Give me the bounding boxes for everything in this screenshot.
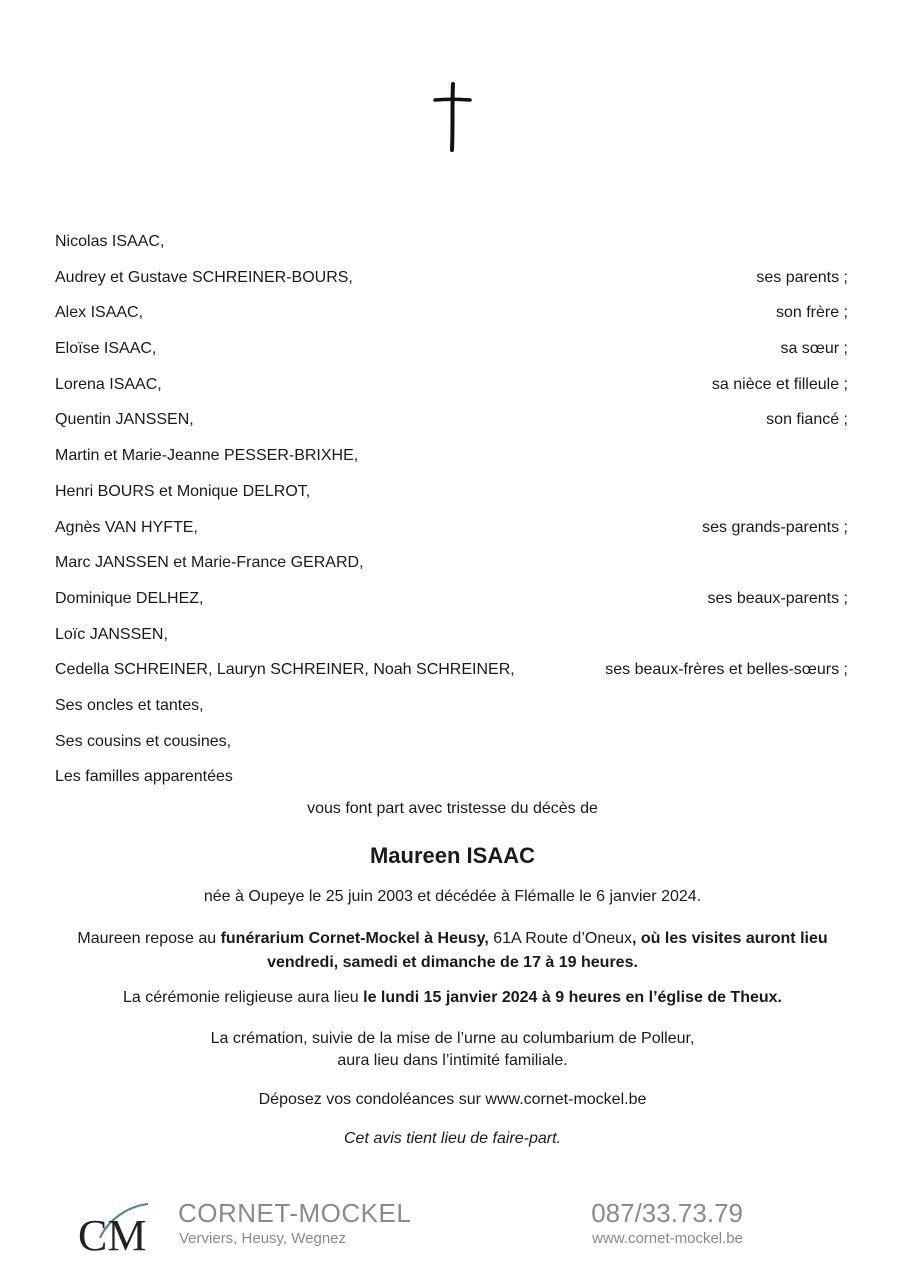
mourner-name: Nicolas ISAAC,: [55, 233, 165, 250]
mourner-name: Marc JANSSEN et Marie-France GERARD,: [55, 554, 364, 572]
mourner-name: Henri BOURS et Monique DELROT,: [55, 482, 311, 500]
mourners-list: [55, 224, 848, 795]
mourner-relation: sa nièce et filleule ;: [711, 375, 848, 393]
mourner-row: [55, 224, 848, 260]
mourner-row: [55, 474, 848, 510]
mourner-name: Martin et Marie-Jeanne PESSER-BRIXHE,: [55, 447, 359, 465]
phone-number: 087/33.73.79: [591, 1198, 743, 1228]
mourner-row: [55, 688, 848, 724]
mourner-name: Ses oncles et tantes,: [55, 696, 204, 714]
mourner-name: Quentin JANSSEN,: [55, 411, 194, 429]
brand-locations: Verviers, Heusy, Wegnez: [179, 1230, 347, 1247]
website-link[interactable]: www.cornet-mockel.be: [592, 1230, 743, 1247]
mourner-row: [55, 295, 848, 331]
mourner-row: [55, 367, 848, 403]
mourner-relation: ses parents ;: [756, 268, 848, 286]
mourner-row: [55, 438, 848, 474]
mourner-name: Les familles apparentées: [55, 768, 233, 786]
mourner-relation: sa sœur ;: [780, 340, 848, 358]
mourner-row: [55, 724, 848, 760]
cornet-mockel-logo: [78, 1198, 158, 1264]
brand-name: CORNET-MOCKEL: [178, 1198, 412, 1228]
condolences-text: Déposez vos condoléances sur www.cornet-mockel.be: [258, 1091, 647, 1108]
repose-text: Maureen repose au funérarium Cornet-Mockel à Heusy, 61A Route d’Oneux, où les visites auront lieu vendredi, samedi et dimanche de 17 à 19 heures.: [77, 930, 828, 971]
mourner-relation: son frère ;: [775, 304, 848, 322]
mourner-row: [55, 652, 848, 688]
mourner-row: [55, 617, 848, 653]
mourner-name: Alex ISAAC,: [55, 304, 144, 322]
mourner-name: Dominique DELHEZ,: [55, 589, 204, 607]
mourner-name: Cedella SCHREINER, Lauryn SCHREINER, Noah SCHREINER,: [55, 661, 515, 679]
cross-icon: [432, 82, 472, 152]
intro-text: vous font part avec tristesse du décès de: [307, 800, 598, 817]
mourner-name: Lorena ISAAC,: [55, 375, 162, 393]
mourner-row: [55, 331, 848, 367]
mourner-relation: son fiancé ;: [766, 411, 848, 429]
mourner-relation: ses beaux-frères et belles-sœurs ;: [605, 661, 848, 679]
deceased-name: Maureen ISAAC: [369, 843, 536, 868]
ceremony-text: La cérémonie religieuse aura lieu le lundi 15 janvier 2024 à 9 heures en l’église de Theux.: [123, 989, 782, 1006]
mourner-name: Agnès VAN HYFTE,: [55, 518, 198, 536]
mourner-name: Loïc JANSSEN,: [55, 625, 168, 643]
mourner-row: [55, 402, 848, 438]
svg-text:CM: CM: [78, 1211, 147, 1260]
mourner-relation: ses beaux-parents ;: [707, 589, 848, 607]
mourner-relation: ses grands-parents ;: [702, 518, 848, 536]
notice-text: Cet avis tient lieu de faire-part.: [344, 1130, 561, 1147]
mourner-name: Eloïse ISAAC,: [55, 340, 157, 358]
mourner-row: [55, 510, 848, 546]
mourner-row: [55, 581, 848, 617]
mourner-row: [55, 759, 848, 795]
mourner-name: Audrey et Gustave SCHREINER-BOURS,: [55, 268, 353, 286]
mourner-row: [55, 260, 848, 296]
mourner-row: [55, 545, 848, 581]
birth-death-text: née à Oupeye le 25 juin 2003 et décédée à Flémalle le 6 janvier 2024.: [203, 888, 702, 905]
cremation-text: La crémation, suivie de la mise de l’urne au columbarium de Polleur, aura lieu dans l’intimité familiale.: [210, 1030, 695, 1069]
mourner-name: Ses cousins et cousines,: [55, 732, 232, 750]
